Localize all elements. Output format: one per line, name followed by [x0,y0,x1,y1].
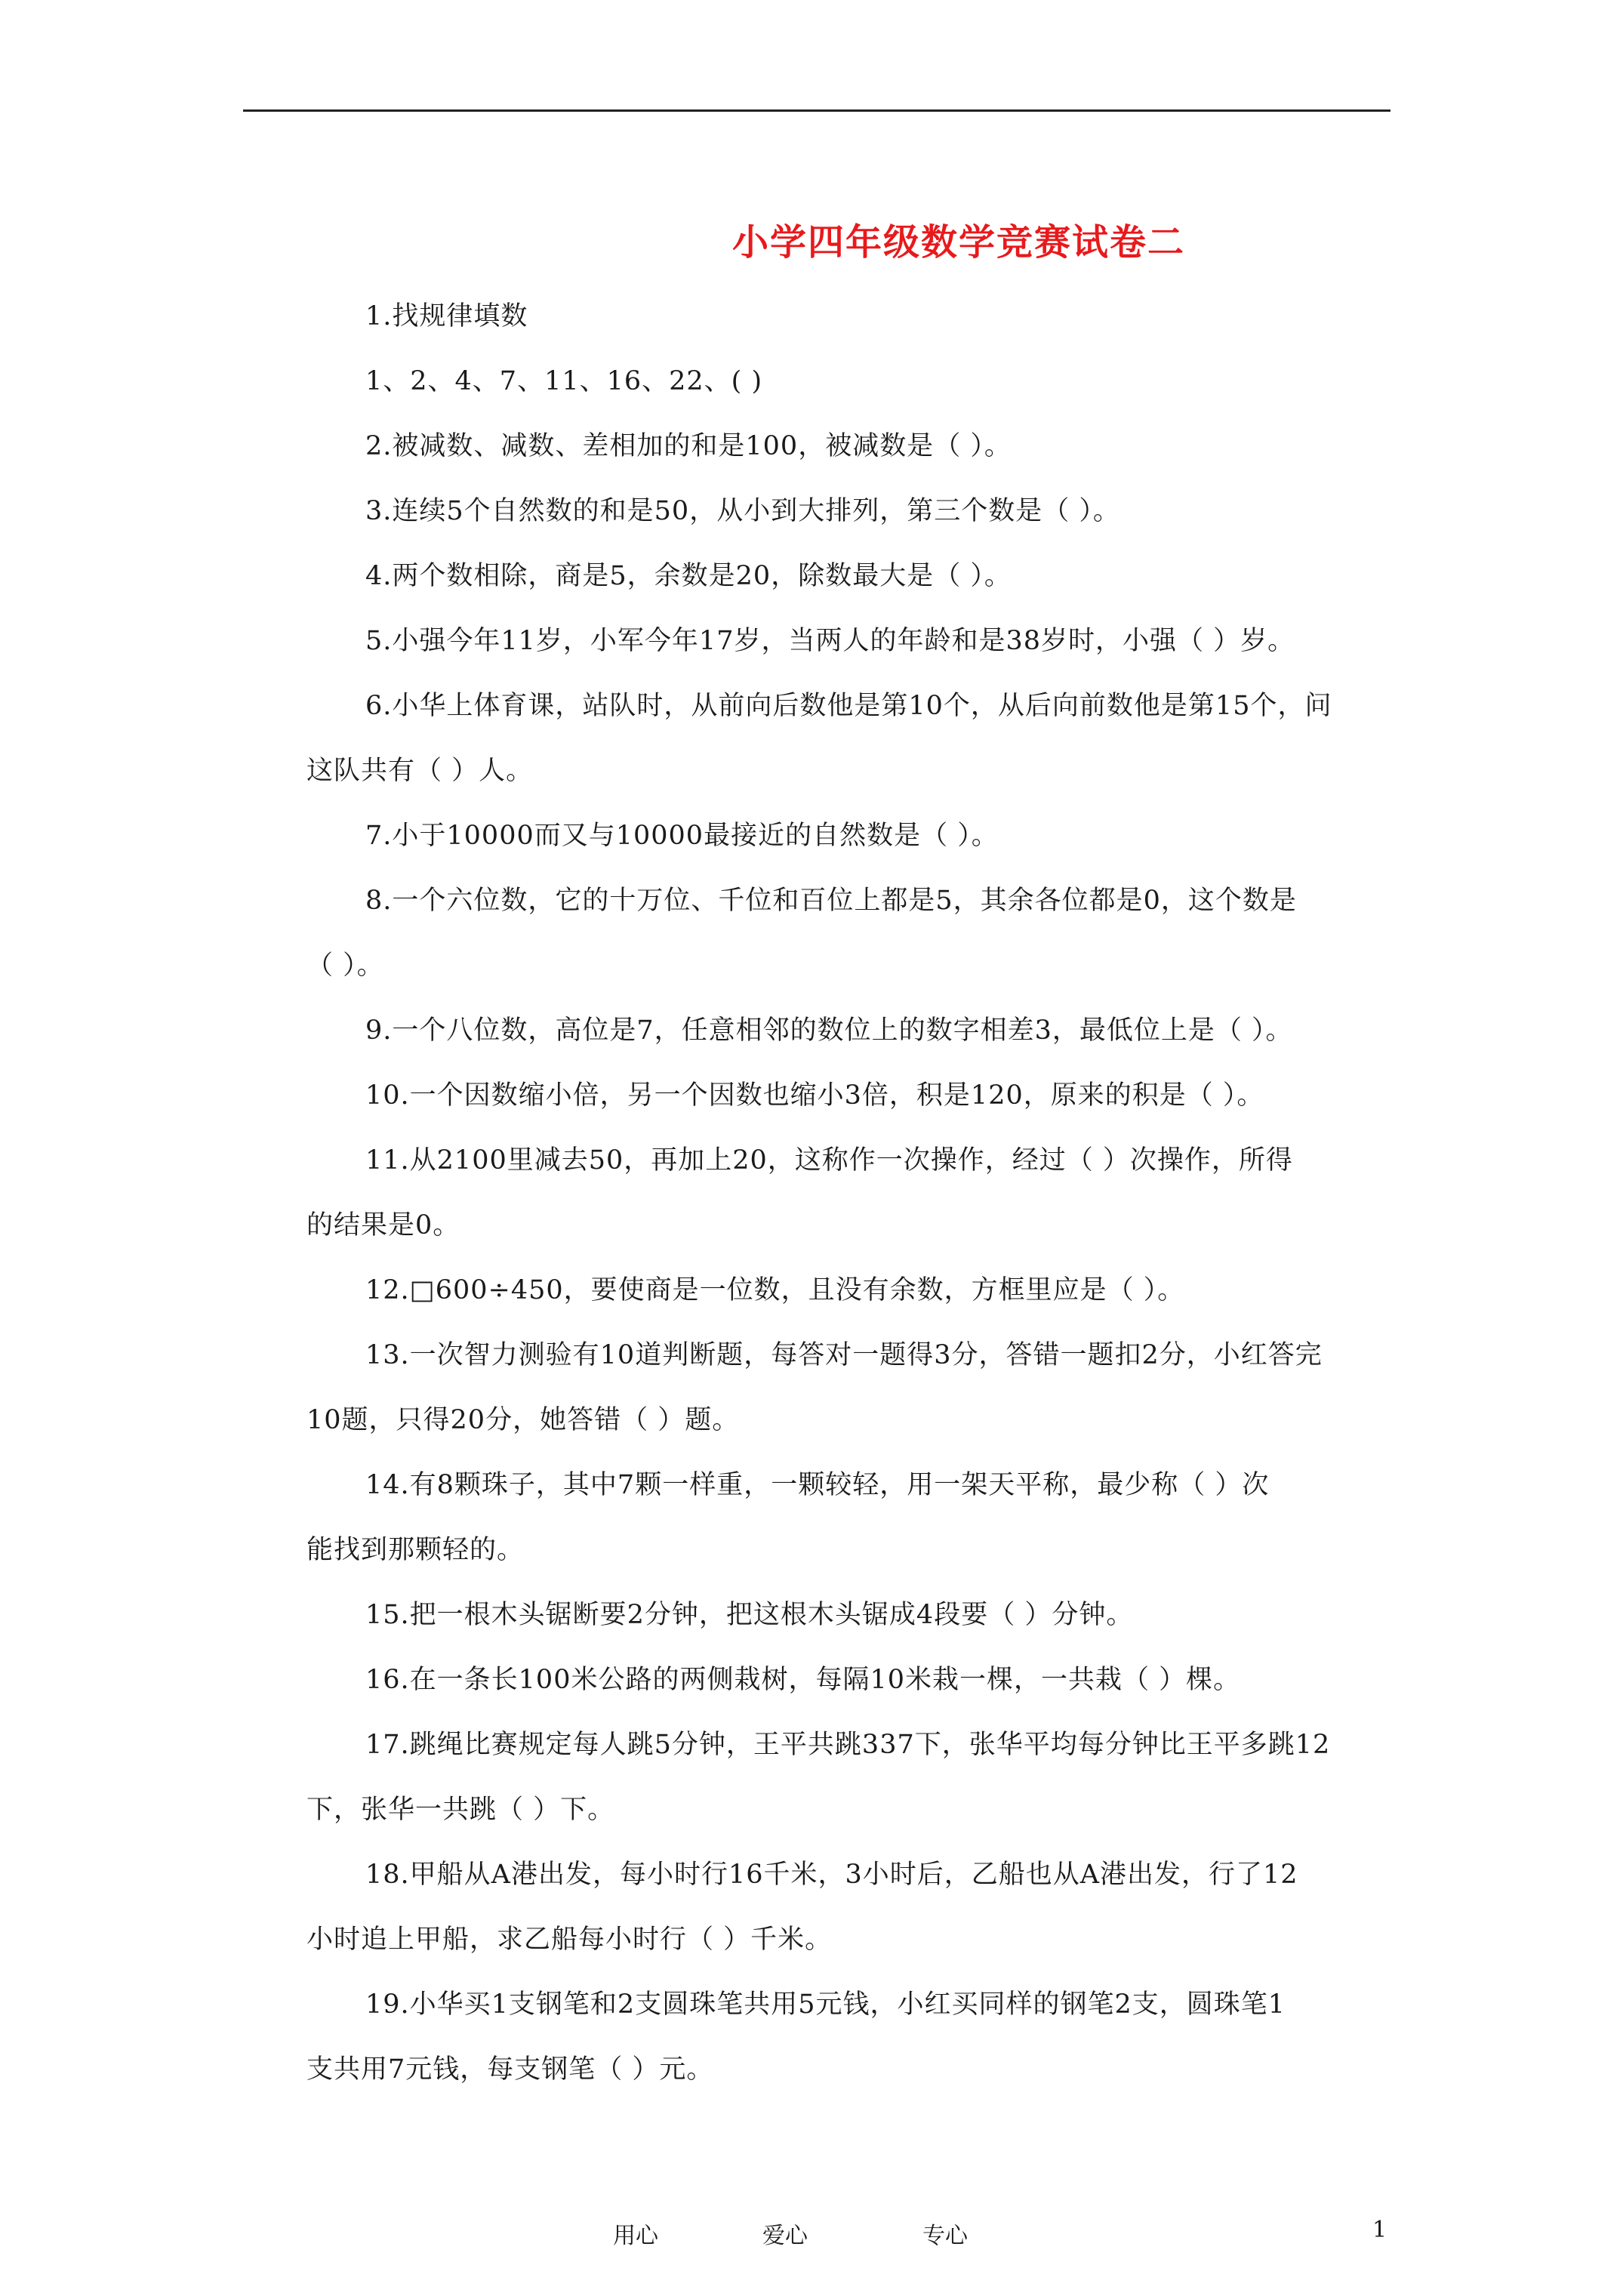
question-line: 16.在一条长100米公路的两侧栽树，每隔10米栽一棵，一共栽（ ）棵。 [365,1665,1241,1695]
question-line: 小时追上甲船，求乙船每小时行（ ）千米。 [306,1925,833,1955]
question-line: 7.小于10000而又与10000最接近的自然数是（ ）。 [365,821,999,851]
question-line: 的结果是0。 [306,1210,460,1240]
question-line: 1、2、4、7、11、16、22、( ) [365,366,763,396]
question-line: 3.连续5个自然数的和是50，从小到大排列，第三个数是（ ）。 [365,496,1120,526]
question-line: 14.有8颗珠子，其中7颗一样重，一颗较轻，用一架天平称，最少称（ ）次 [365,1470,1270,1500]
question-line: 19.小华买1支钢笔和2支圆珠笔共用5元钱，小红买同样的钢笔2支，圆珠笔1 [365,1989,1286,2020]
question-line: 这队共有（ ）人。 [306,756,534,786]
header-rule [243,109,1390,112]
question-line: 5.小强今年11岁，小军今年17岁，当两人的年龄和是38岁时，小强（ ）岁。 [365,626,1295,656]
question-line: 1.找规律填数 [365,301,528,331]
page-title: 小学四年级数学竞赛试卷二 [732,221,1186,264]
question-line: （ ）。 [306,951,384,981]
question-line: 下，张华一共跳（ ）下。 [306,1795,615,1825]
question-line: 4.两个数相除，商是5，余数是20，除数最大是（ ）。 [365,561,1012,591]
question-line: 9.一个八位数，高位是7，任意相邻的数位上的数字相差3，最低位上是（ ）。 [365,1015,1293,1046]
question-line: 8.一个六位数，它的十万位、千位和百位上都是5，其余各位都是0，这个数是 [365,886,1297,916]
footer-motto: 用心 [613,2223,658,2249]
question-line: 18.甲船从A港出发，每小时行16千米，3小时后，乙船也从A港出发，行了12 [365,1860,1298,1890]
page-number: 1 [1372,2217,1387,2243]
question-line: 13.一次智力测验有10道判断题，每答对一题得3分，答错一题扣2分，小红答完 [365,1340,1323,1370]
footer-motto: 爱心 [762,2223,808,2249]
question-line: 17.跳绳比赛规定每人跳5分钟，王平共跳337下，张华平均每分钟比王平多跳12 [365,1730,1331,1760]
footer-motto: 专心 [922,2223,968,2249]
question-line: 10.一个因数缩小倍，另一个因数也缩小3倍，积是120，原来的积是（ ）。 [365,1080,1264,1111]
question-line: 11.从2100里减去50，再加上20，这称作一次操作，经过（ ）次操作，所得 [365,1145,1293,1176]
question-line: 支共用7元钱，每支钢笔（ ）元。 [306,2054,714,2085]
question-line: 15.把一根木头锯断要2分钟，把这根木头锯成4段要（ ）分钟。 [365,1600,1134,1630]
question-line: 能找到那颗轻的。 [306,1535,525,1565]
question-line: 10题，只得20分，她答错（ ）题。 [306,1405,740,1435]
question-line: 6.小华上体育课，站队时，从前向后数他是第10个，从后向前数他是第15个，问 [365,691,1332,721]
question-line: 12.□600÷450，要使商是一位数，且没有余数，方框里应是（ ）。 [365,1275,1185,1305]
question-line: 2.被减数、减数、差相加的和是100，被减数是（ ）。 [365,431,1012,461]
